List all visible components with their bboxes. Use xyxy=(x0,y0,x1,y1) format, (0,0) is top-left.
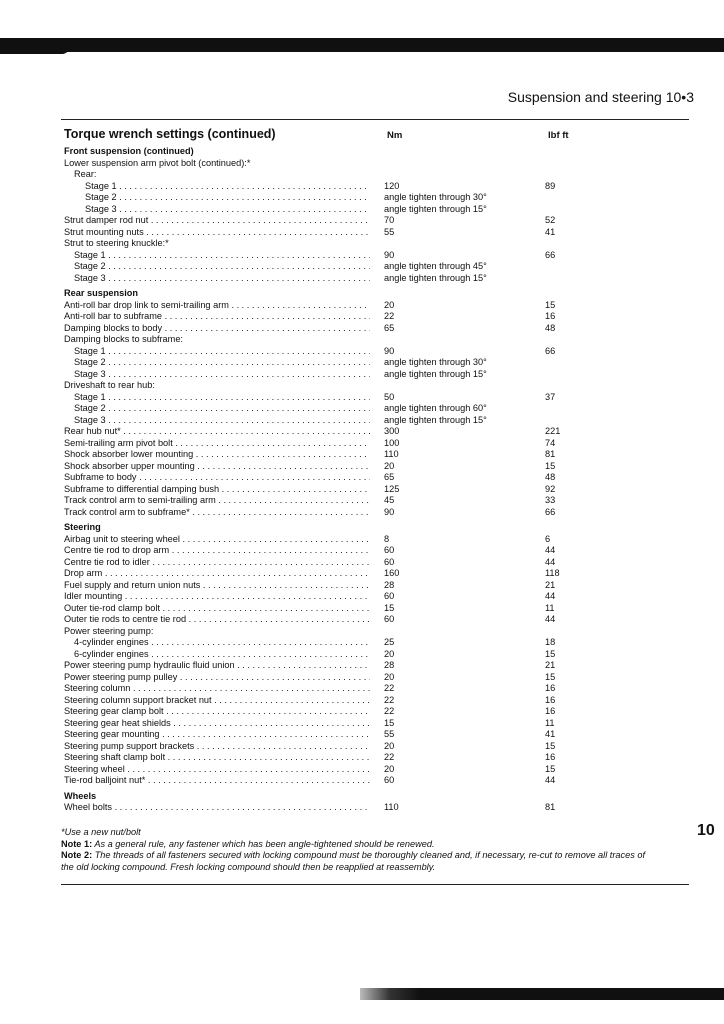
table-row xyxy=(0,380,724,392)
table-row xyxy=(0,426,724,438)
note-1 xyxy=(61,839,701,851)
top-decorative-bar xyxy=(0,38,724,52)
torque-nm-value: 60 xyxy=(384,614,395,624)
table-row xyxy=(0,626,724,638)
torque-lbf-value: 21 xyxy=(545,579,556,590)
page-header-title: Suspension and steering 10•3 xyxy=(507,89,694,105)
table-row xyxy=(0,672,724,684)
fastener-label: Strut to steering knuckle:* xyxy=(64,238,169,248)
fastener-label: Stage 3 . . . xyxy=(74,369,370,381)
torque-nm-value: 70 xyxy=(384,215,395,225)
table-row xyxy=(0,323,724,335)
torque-lbf-value: 74 xyxy=(545,437,556,448)
torque-nm-value: 15 xyxy=(384,717,395,728)
torque-lbf-value: 118 xyxy=(545,568,560,578)
table-row xyxy=(0,403,724,415)
torque-nm-value: 45 xyxy=(384,495,395,505)
torque-nm-value: 60 xyxy=(384,775,395,785)
fastener-label: Semi-trailing arm pivot bolt . . . xyxy=(64,438,370,450)
torque-nm-value: 20 xyxy=(384,740,395,751)
torque-nm-value: 20 xyxy=(384,299,395,310)
table-row xyxy=(0,334,724,346)
torque-nm-value: angle tighten through 45° xyxy=(384,261,487,271)
fastener-label: Stage 2 . . . xyxy=(74,357,370,369)
table-row xyxy=(0,660,724,672)
fastener-label: Anti-roll bar to subframe . . . xyxy=(64,311,370,323)
fastener-label: Steering gear clamp bolt . . . xyxy=(64,706,370,718)
torque-nm-value: 90 xyxy=(384,345,395,356)
torque-lbf-value: 16 xyxy=(545,706,556,716)
fastener-label: Stage 2 . . . xyxy=(74,403,370,415)
fastener-label: Stage 1 . . . xyxy=(74,392,370,404)
torque-lbf-value: 66 xyxy=(545,249,556,260)
torque-nm-value: 300 xyxy=(384,426,400,436)
fastener-label: Steering gear heat shields . . . xyxy=(64,718,370,730)
table-row xyxy=(0,802,724,814)
table-row xyxy=(0,273,724,285)
fastener-label: Stage 3 . . . xyxy=(85,204,370,216)
torque-nm-value: 20 xyxy=(384,671,395,682)
fastener-label: Shock absorber lower mounting . . . xyxy=(64,449,370,461)
torque-lbf-value: 66 xyxy=(545,506,556,517)
torque-nm-value: 8 xyxy=(384,533,390,544)
fastener-label: Steering shaft clamp bolt . . . xyxy=(64,752,370,764)
note-2-label: Note 2: xyxy=(61,850,93,860)
fastener-label: Anti-roll bar drop link to semi-trailing arm . . . xyxy=(64,300,370,312)
torque-nm-value: angle tighten through 15° xyxy=(384,368,487,379)
fastener-label: Power steering pump: xyxy=(64,625,154,636)
table-row xyxy=(0,775,724,787)
torque-nm-value: 110 xyxy=(384,449,399,459)
table-row xyxy=(0,603,724,615)
torque-nm-value: 65 xyxy=(384,322,395,333)
fastener-label: Track control arm to subframe* . . . xyxy=(64,507,370,519)
footnote: *Use a new nut/bolt xyxy=(61,827,141,837)
section-heading-row xyxy=(0,146,724,158)
fastener-label: Idler mounting . . . xyxy=(64,591,370,603)
fastener-label: Outer tie-rod clamp bolt . . . xyxy=(64,603,370,615)
torque-lbf-value: 16 xyxy=(545,683,556,693)
torque-lbf-value: 44 xyxy=(545,556,556,567)
fastener-label: Rear: xyxy=(74,169,97,179)
torque-nm-value: angle tighten through 15° xyxy=(384,414,487,425)
torque-nm-value: 22 xyxy=(384,694,395,705)
torque-nm-value: 20 xyxy=(384,460,395,471)
table-row xyxy=(0,507,724,519)
fastener-label: Outer tie rods to centre tie rod . . . xyxy=(64,614,370,626)
table-row xyxy=(0,495,724,507)
torque-lbf-value: 16 xyxy=(545,311,556,321)
torque-nm-value: 22 xyxy=(384,311,395,321)
fastener-label: Driveshaft to rear hub: xyxy=(64,380,155,390)
note-1-text: As a general rule, any fastener which has been angle-tightened should be renewed. xyxy=(92,838,435,849)
table-row xyxy=(0,311,724,323)
torque-lbf-value: 37 xyxy=(545,391,556,402)
table-row xyxy=(0,557,724,569)
torque-lbf-value: 33 xyxy=(545,495,556,505)
torque-nm-value: angle tighten through 30° xyxy=(384,192,487,202)
fastener-label: Steering column . . . xyxy=(64,683,370,695)
table-row xyxy=(0,695,724,707)
table-row xyxy=(0,346,724,358)
torque-lbf-value: 16 xyxy=(545,752,556,762)
torque-lbf-value: 16 xyxy=(545,694,556,705)
table-row xyxy=(0,637,724,649)
table-row xyxy=(0,392,724,404)
fastener-label: Centre tie rod to idler . . . xyxy=(64,557,370,569)
torque-lbf-value: 48 xyxy=(545,322,556,333)
table-row xyxy=(0,534,724,546)
table-row xyxy=(0,215,724,227)
torque-lbf-value: 44 xyxy=(545,614,556,624)
torque-nm-value: 60 xyxy=(384,556,395,567)
note-2-text-line1: The threads of all fasteners secured with locking compound must be thoroughly cleaned and, if necessary, re-cut to remove all traces of xyxy=(92,850,646,860)
fastener-label: Strut mounting nuts . . . xyxy=(64,227,370,239)
fastener-label: Steering gear mounting . . . xyxy=(64,729,370,741)
fastener-label: Damping blocks to body . . . xyxy=(64,323,370,335)
torque-nm-value: 15 xyxy=(384,602,395,613)
table-row xyxy=(0,706,724,718)
fastener-label: Wheel bolts . . . xyxy=(64,802,370,814)
fastener-label: Stage 3 . . . xyxy=(74,415,370,427)
table-header xyxy=(64,127,688,143)
table-row xyxy=(0,568,724,580)
fastener-label: Strut damper rod nut . . . xyxy=(64,215,370,227)
section-heading: Rear suspension xyxy=(64,288,139,298)
torque-lbf-value: 41 xyxy=(545,729,556,739)
torque-lbf-value: 81 xyxy=(545,449,556,459)
table-row xyxy=(0,449,724,461)
torque-lbf-value: 81 xyxy=(545,802,556,812)
table-row xyxy=(0,300,724,312)
torque-lbf-value: 44 xyxy=(545,545,556,555)
table-row xyxy=(0,591,724,603)
torque-lbf-value: 15 xyxy=(545,740,556,751)
fastener-label: Subframe to body . . . xyxy=(64,472,370,484)
fastener-label: Stage 1 . . . xyxy=(74,346,370,358)
torque-nm-value: 22 xyxy=(384,683,395,693)
torque-nm-value: 25 xyxy=(384,637,395,647)
table-row xyxy=(0,227,724,239)
torque-lbf-value: 92 xyxy=(545,483,556,494)
table-row xyxy=(0,357,724,369)
table-row xyxy=(0,580,724,592)
table-row xyxy=(0,461,724,473)
table-row xyxy=(0,729,724,741)
fastener-label: Stage 2 . . . xyxy=(74,261,370,273)
torque-lbf-value: 15 xyxy=(545,460,556,471)
table-row xyxy=(0,261,724,273)
torque-lbf-value: 89 xyxy=(545,180,556,191)
torque-lbf-value: 44 xyxy=(545,775,556,785)
torque-nm-value: 22 xyxy=(384,752,395,762)
section-heading: Wheels xyxy=(64,790,97,801)
fastener-label: 6-cylinder engines . . . xyxy=(74,649,370,661)
torque-lbf-value: 15 xyxy=(545,648,556,659)
table-row xyxy=(0,764,724,776)
note-2 xyxy=(61,850,701,862)
fastener-label: Power steering pump pulley . . . xyxy=(64,672,370,684)
table-title: Torque wrench settings (continued) xyxy=(64,127,276,141)
torque-nm-value: angle tighten through 60° xyxy=(384,403,487,413)
torque-nm-value: 100 xyxy=(384,437,400,448)
fastener-label: Fuel supply and return union nuts . . . xyxy=(64,580,370,592)
fastener-label: Steering wheel . . . xyxy=(64,764,370,776)
table-row xyxy=(0,683,724,695)
column-header-lbf-ft: lbf ft xyxy=(548,130,569,141)
fastener-label: Subframe to differential damping bush . . . xyxy=(64,484,370,496)
table-row xyxy=(0,472,724,484)
table-row xyxy=(0,741,724,753)
table-row xyxy=(0,484,724,496)
torque-nm-value: 28 xyxy=(384,579,395,590)
torque-lbf-value: 11 xyxy=(545,602,555,613)
header-divider xyxy=(61,119,689,120)
table-row xyxy=(0,545,724,557)
torque-lbf-value: 41 xyxy=(545,226,556,237)
table-row xyxy=(0,192,724,204)
torque-nm-value: 60 xyxy=(384,591,395,601)
fastener-label: Power steering pump hydraulic fluid union . . . xyxy=(64,660,370,672)
torque-lbf-value: 15 xyxy=(545,763,556,774)
torque-lbf-value: 52 xyxy=(545,215,556,225)
torque-nm-value: 110 xyxy=(384,802,399,812)
torque-lbf-value: 66 xyxy=(545,345,556,356)
table-row xyxy=(0,415,724,427)
section-heading-row xyxy=(0,522,724,534)
fastener-label: Track control arm to semi-trailing arm . . . xyxy=(64,495,370,507)
footer-divider xyxy=(61,884,689,885)
fastener-label: Airbag unit to steering wheel . . . xyxy=(64,534,370,546)
fastener-label: Centre tie rod to drop arm . . . xyxy=(64,545,370,557)
fastener-label: Stage 1 . . . xyxy=(74,250,370,262)
torque-lbf-value: 18 xyxy=(545,637,556,647)
table-row xyxy=(0,158,724,170)
torque-nm-value: 28 xyxy=(384,660,395,670)
torque-nm-value: 55 xyxy=(384,729,395,739)
table-row xyxy=(0,649,724,661)
torque-nm-value: 22 xyxy=(384,706,395,716)
section-heading: Front suspension (continued) xyxy=(64,146,194,156)
section-heading-row xyxy=(0,288,724,300)
torque-nm-value: 65 xyxy=(384,472,395,482)
bottom-decorative-bar xyxy=(360,988,724,1000)
torque-nm-value: 160 xyxy=(384,568,400,578)
torque-nm-value: angle tighten through 15° xyxy=(384,203,487,214)
torque-nm-value: 60 xyxy=(384,545,395,555)
fastener-label: Lower suspension arm pivot bolt (continued):* xyxy=(64,157,251,168)
torque-lbf-value: 221 xyxy=(545,426,561,436)
table-row xyxy=(0,752,724,764)
torque-lbf-value: 15 xyxy=(545,299,556,310)
fastener-label: Drop arm . . . xyxy=(64,568,370,580)
notes-block xyxy=(61,827,701,873)
table-row xyxy=(0,238,724,250)
fastener-label: Rear hub nut* . . . xyxy=(64,426,370,438)
torque-lbf-value: 44 xyxy=(545,591,556,601)
torque-nm-value: 20 xyxy=(384,648,395,659)
table-row xyxy=(0,614,724,626)
table-row xyxy=(0,438,724,450)
torque-lbf-value: 6 xyxy=(545,533,551,544)
table-row xyxy=(0,369,724,381)
torque-nm-value: 90 xyxy=(384,506,395,517)
table-row xyxy=(0,718,724,730)
fastener-label: Tie-rod balljoint nut* . . . xyxy=(64,775,370,787)
fastener-label: 4-cylinder engines . . . xyxy=(74,637,370,649)
torque-nm-value: angle tighten through 15° xyxy=(384,272,487,283)
fastener-label: Steering pump support brackets . . . xyxy=(64,741,370,753)
table-row xyxy=(0,250,724,262)
torque-nm-value: 120 xyxy=(384,180,400,191)
fastener-label: Steering column support bracket nut . . . xyxy=(64,695,370,707)
torque-nm-value: angle tighten through 30° xyxy=(384,357,487,367)
torque-lbf-value: 11 xyxy=(545,717,555,728)
torque-nm-value: 20 xyxy=(384,763,395,774)
chapter-tab: 10 xyxy=(697,822,715,839)
fastener-label: Shock absorber upper mounting . . . xyxy=(64,461,370,473)
section-heading-row xyxy=(0,791,724,803)
table-row xyxy=(0,204,724,216)
table-row xyxy=(0,181,724,193)
fastener-label: Stage 2 . . . xyxy=(85,192,370,204)
note-2-text-line2: the old locking compound. Fresh locking compound should then be reapplied at reassembly. xyxy=(61,861,436,872)
torque-nm-value: 90 xyxy=(384,249,395,260)
torque-nm-value: 50 xyxy=(384,391,395,402)
fastener-label: Stage 1 . . . xyxy=(85,181,370,193)
torque-nm-value: 55 xyxy=(384,226,395,237)
torque-lbf-value: 21 xyxy=(545,660,556,670)
torque-lbf-value: 48 xyxy=(545,472,556,482)
column-header-nm: Nm xyxy=(387,130,403,141)
table-row xyxy=(0,169,724,181)
torque-nm-value: 125 xyxy=(384,483,400,494)
section-heading: Steering xyxy=(64,522,101,532)
fastener-label: Stage 3 . . . xyxy=(74,273,370,285)
torque-lbf-value: 15 xyxy=(545,671,556,682)
fastener-label: Damping blocks to subframe: xyxy=(64,334,183,344)
note-1-label: Note 1: xyxy=(61,838,93,849)
